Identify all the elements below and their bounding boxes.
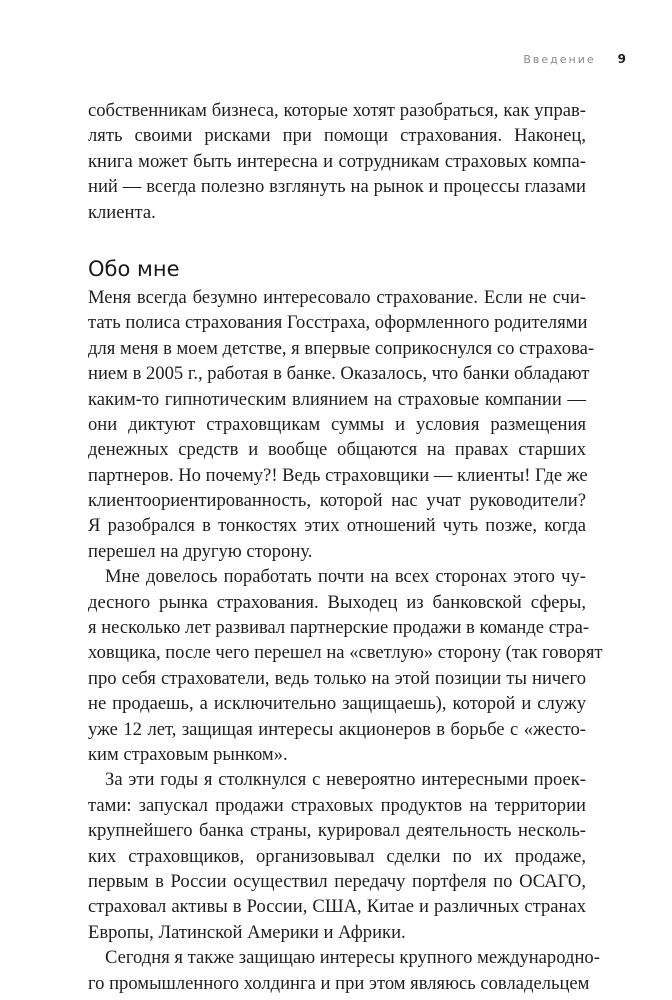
page-body xyxy=(88,98,603,996)
text-line: го промышленного холдинга и при этом являюсь совладельцем xyxy=(88,972,590,994)
text-line: тами: запускал продажи страховых продуктов на территории xyxy=(88,794,586,816)
text-line: ховщика, после чего перешел на «светлую» сторону (так говорят xyxy=(88,642,603,664)
body-paragraph xyxy=(88,945,600,996)
text-line: ким страховым рынком». xyxy=(88,743,288,765)
text-line: ний — всегда полезно взглянуть на рынок и процессы глазами xyxy=(88,176,586,198)
running-head xyxy=(523,52,626,66)
text-line: про себя страхователи, ведь только на этой позиции ты ничего xyxy=(88,667,586,689)
text-line: я несколько лет развивал партнерские продажи в команде стра- xyxy=(88,617,590,639)
text-line: ких страховщиков, организовывал сделки по их продаже, xyxy=(88,845,586,867)
text-line: Меня всегда безумно интересовало страхование. Если не счи- xyxy=(88,286,586,308)
text-line: Сегодня я также защищаю интересы крупного международно- xyxy=(105,947,600,969)
text-line: нием в 2005 г., работая в банке. Оказалось, что банки обладают xyxy=(88,363,590,385)
text-line: собственникам бизнеса, которые хотят разобраться, как управ- xyxy=(88,100,586,121)
text-line: каким-то гипнотическим влиянием на страховые компании — xyxy=(88,388,586,410)
text-line: клиента. xyxy=(88,201,156,223)
text-line: лять своими рисками при помощи страхования. Наконец, xyxy=(88,125,586,147)
text-line: денежных средств и вообще общаются на правах старших xyxy=(88,439,586,461)
text-line: уже 12 лет, защищая интересы акционеров в борьбе с «жесто- xyxy=(88,718,586,740)
body-paragraph xyxy=(88,285,595,564)
text-line: не продаешь, а исключительно защищаешь), которой и служу xyxy=(88,693,586,715)
text-line: За эти годы я столкнулся с невероятно интересными проек- xyxy=(105,769,586,791)
text-line: перешел на другую сторону. xyxy=(88,540,313,562)
text-line: партнеров. Но почему?! Ведь страховщики — клиенты! Где же xyxy=(88,464,588,486)
section-heading: Обо мне xyxy=(88,256,180,281)
body-paragraph xyxy=(88,564,603,767)
text-line: Я разобрался в тонкостях этих отношений чуть позже, когда xyxy=(88,515,586,537)
intro-paragraph xyxy=(88,98,586,225)
text-line: страховал активы в России, США, Китае и различных странах xyxy=(88,896,586,918)
text-line: для меня в моем детстве, я впервые соприкоснулся со страхова- xyxy=(88,337,595,359)
text-line: они диктуют страховщикам суммы и условия размещения xyxy=(88,413,586,435)
text-line: Европы, Латинской Америки и Африки. xyxy=(88,921,406,943)
page-number: 9 xyxy=(617,52,626,66)
text-line: тать полиса страхования Госстраха, оформленного родителями xyxy=(88,312,588,334)
text-line: первым в России осуществил передачу портфеля по ОСАГО, xyxy=(88,870,586,892)
text-line: крупнейшего банка страны, курировал деятельность несколь- xyxy=(88,820,586,842)
text-line: десного рынка страхования. Выходец из банковской сферы, xyxy=(88,591,586,613)
text-line: Мне довелось поработать почти на всех сторонах этого чу- xyxy=(105,566,586,588)
body-paragraph xyxy=(88,767,586,945)
text-line: клиентоориентированность, которой нас учат руководители? xyxy=(88,490,586,512)
running-head-section-name: Введение xyxy=(523,53,596,66)
text-line: книга может быть интересна и сотрудникам страховых компа- xyxy=(88,150,586,172)
